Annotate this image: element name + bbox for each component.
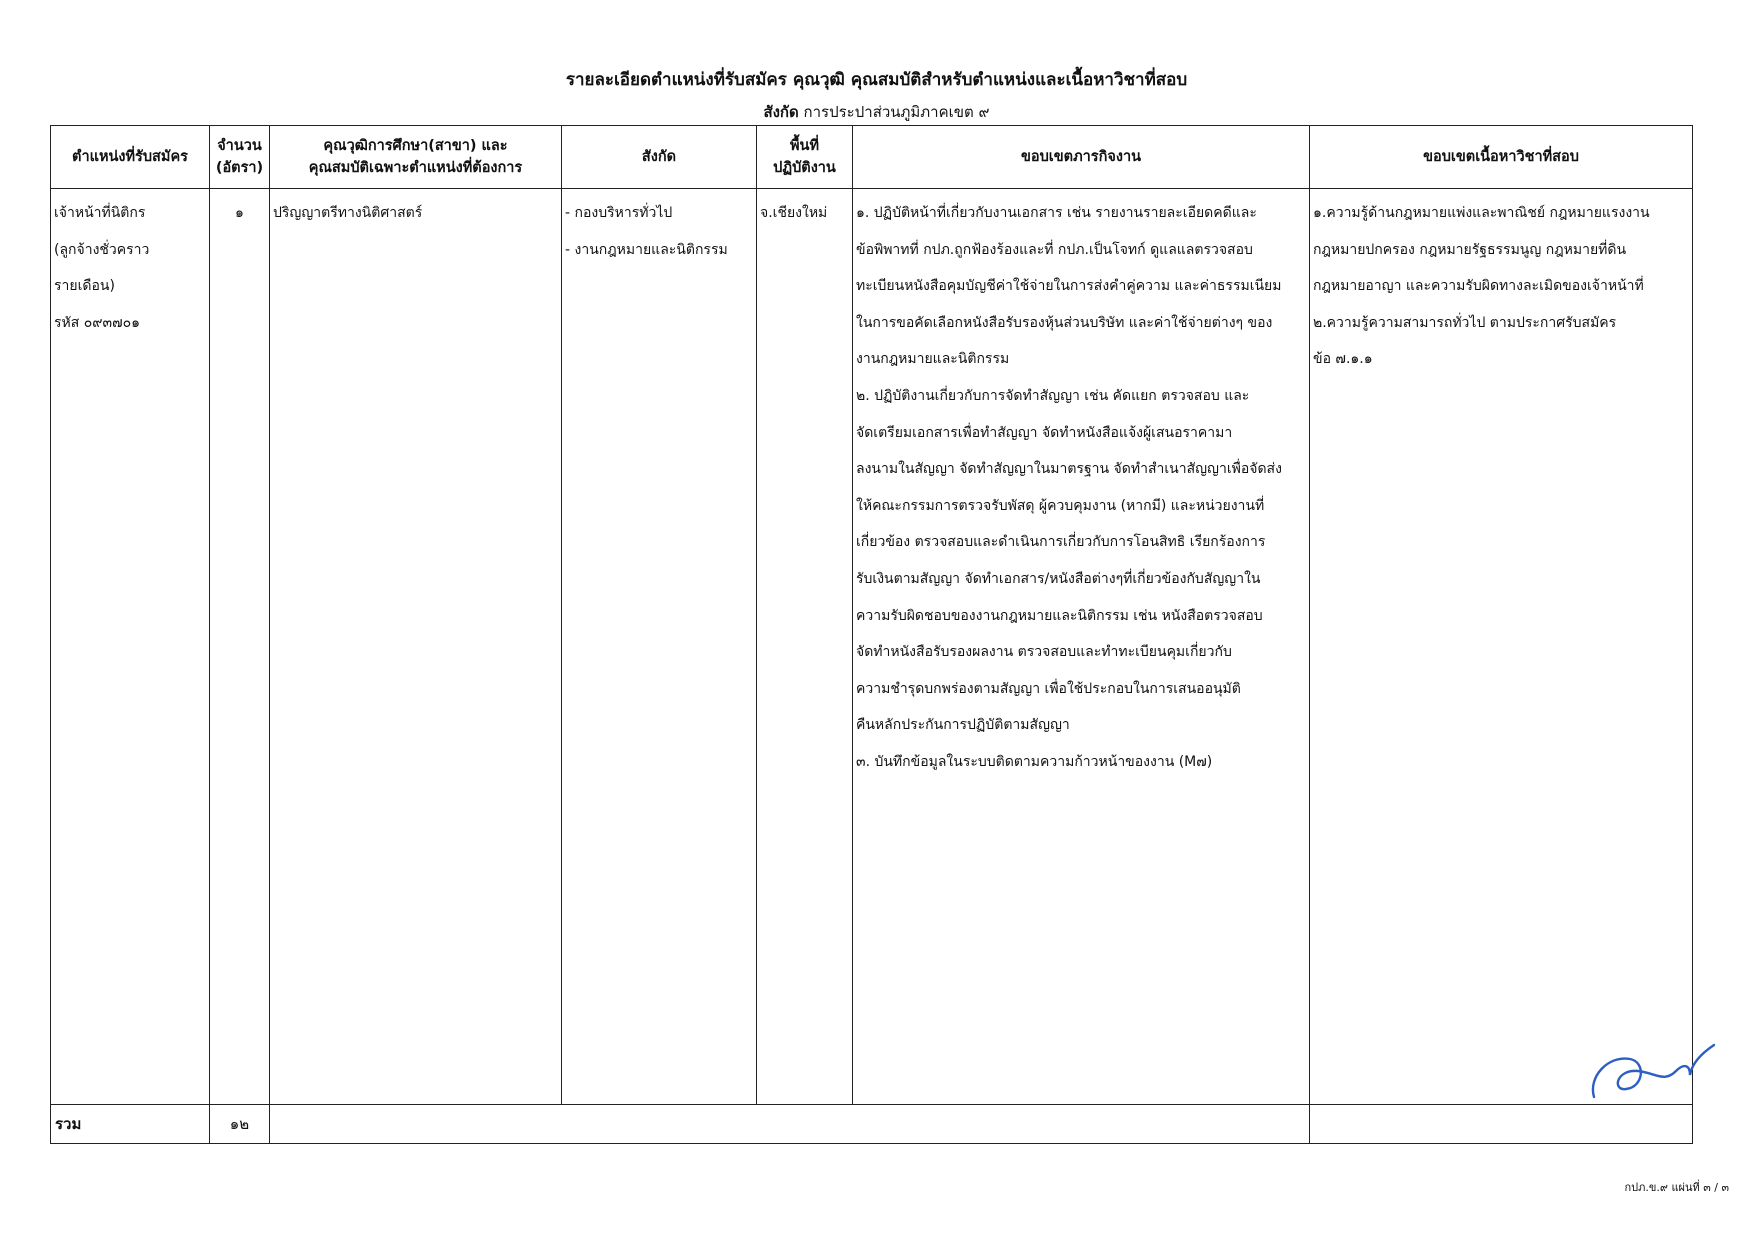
count-cell: ๑: [210, 189, 270, 1105]
qualification-cell: ปริญญาตรีทางนิติศาสตร์: [270, 189, 562, 1105]
duty-line: ความชำรุดบกพร่องตามสัญญา เพื่อใช้ประกอบในการเสนออนุมัติ: [856, 680, 1241, 697]
duty-line: ลงนามในสัญญา จัดทำสัญญาในมาตรฐาน จัดทำสำเนาสัญญาเพื่อจัดส่ง: [856, 461, 1282, 478]
position-line: รายเดือน): [54, 278, 115, 295]
duty-line: รับเงินตามสัญญา จัดทำเอกสาร/หนังสือต่างๆที่เกี่ยวข้องกับสัญญาใน: [856, 570, 1261, 587]
document-subtitle: [0, 100, 1753, 124]
subject-line: กฎหมายปกครอง กฎหมายรัฐธรรมนูญ กฎหมายที่ดิน: [1313, 241, 1627, 258]
header-row: [51, 126, 1693, 189]
department-line: - กองบริหารทั่วไป: [565, 205, 673, 221]
position-line: เจ้าหน้าที่นิติกร: [54, 205, 146, 221]
table-row: [51, 189, 1693, 1105]
total-empty-last: [1310, 1105, 1693, 1144]
total-row: [51, 1105, 1693, 1144]
col-position: ตำแหน่งที่รับสมัคร: [51, 126, 210, 189]
duty-line: เกี่ยวข้อง ตรวจสอบและดำเนินการเกี่ยวกับการโอนสิทธิ เรียกร้องการ: [856, 534, 1266, 551]
col-area: พื้นที่ ปฏิบัติงาน: [757, 126, 853, 189]
duty-line: ความรับผิดชอบของงานกฎหมายและนิติกรรม เช่น หนังสือตรวจสอบ: [856, 607, 1263, 624]
position-cell: [51, 189, 210, 1105]
duty-line: จัดเตรียมเอกสารเพื่อทำสัญญา จัดทำหนังสือแจ้งผู้เสนอราคามา: [856, 424, 1233, 441]
department-cell: [562, 189, 757, 1105]
document-title: รายละเอียดตำแหน่งที่รับสมัคร คุณวุฒิ คุณสมบัติสำหรับตำแหน่งและเนื้อหาวิชาที่สอบ: [565, 70, 1188, 90]
position-line: (ลูกจ้างชั่วคราว: [54, 241, 150, 258]
duty-line: งานกฎหมายและนิติกรรม: [856, 351, 1010, 368]
duty-line: ให้คณะกรรมการตรวจรับพัสดุ ผู้ควบคุมงาน (หากมี) และหน่วยงานที่: [856, 497, 1265, 514]
subjects-cell: [1310, 189, 1693, 1105]
duties-cell: [853, 189, 1310, 1105]
col-duties: ขอบเขตภารกิจงาน: [853, 126, 1310, 189]
total-value: ๑๒: [210, 1105, 270, 1144]
positions-table: [50, 125, 1693, 1144]
subject-line: ๒.ความรู้ความสามารถทั่วไป ตามประกาศรับสมัคร: [1313, 314, 1617, 331]
col-subjects: ขอบเขตเนื้อหาวิชาที่สอบ: [1310, 126, 1693, 189]
col-count: จำนวน (อัตรา): [210, 126, 270, 189]
col-department: สังกัด: [562, 126, 757, 189]
duty-line: ข้อพิพาทที่ กปภ.ถูกฟ้องร้องและที่ กปภ.เป็นโจทก์ ดูแลแลตรวจสอบ: [856, 241, 1253, 258]
total-label: รวม: [51, 1105, 210, 1144]
duty-line: คืนหลักประกันการปฏิบัติตามสัญญา: [856, 717, 1070, 734]
department-line: - งานกฎหมายและนิติกรรม: [565, 241, 728, 258]
col-qualification: คุณวุฒิการศึกษา(สาขา) และ คุณสมบัติเฉพาะตำแหน่งที่ต้องการ: [270, 126, 562, 189]
signature: [1586, 1025, 1716, 1101]
affiliation-value: การประปาส่วนภูมิภาคเขต ๙: [803, 103, 990, 121]
affiliation-label: สังกัด: [763, 103, 799, 121]
duty-line: จัดทำหนังสือรับรองผลงาน ตรวจสอบและทำทะเบียนคุมเกี่ยวกับ: [856, 644, 1232, 661]
subject-line: ๑.ความรู้ด้านกฎหมายแพ่งและพาณิชย์ กฎหมายแรงงาน: [1313, 205, 1650, 221]
duty-line: ๓. บันทึกข้อมูลในระบบติดตามความก้าวหน้าของงาน (M๗): [856, 753, 1213, 770]
position-line: รหัส ๐๙๓๗๐๑: [54, 314, 141, 331]
subject-line: ข้อ ๗.๑.๑: [1313, 351, 1373, 368]
total-empty: [270, 1105, 1310, 1144]
duty-line: ในการขอคัดเลือกหนังสือรับรองหุ้นส่วนบริษัท และค่าใช้จ่ายต่างๆ ของ: [856, 314, 1273, 331]
duty-line: ๑. ปฏิบัติหน้าที่เกี่ยวกับงานเอกสาร เช่น รายงานรายละเอียดคดีและ: [856, 205, 1257, 221]
duty-line: ๒. ปฏิบัติงานเกี่ยวกับการจัดทำสัญญา เช่น คัดแยก ตรวจสอบ และ: [856, 387, 1250, 404]
duty-line: ทะเบียนหนังสือคุมบัญชีค่าใช้จ่ายในการส่งคำคู่ความ และค่าธรรมเนียม: [856, 278, 1282, 295]
area-cell: จ.เชียงใหม่: [757, 189, 853, 1105]
subject-line: กฎหมายอาญา และความรับผิดทางละเมิดของเจ้าหน้าที่: [1313, 278, 1644, 295]
page-footer: กปภ.ข.๙ แผ่นที่ ๓ / ๓: [1624, 1181, 1729, 1194]
